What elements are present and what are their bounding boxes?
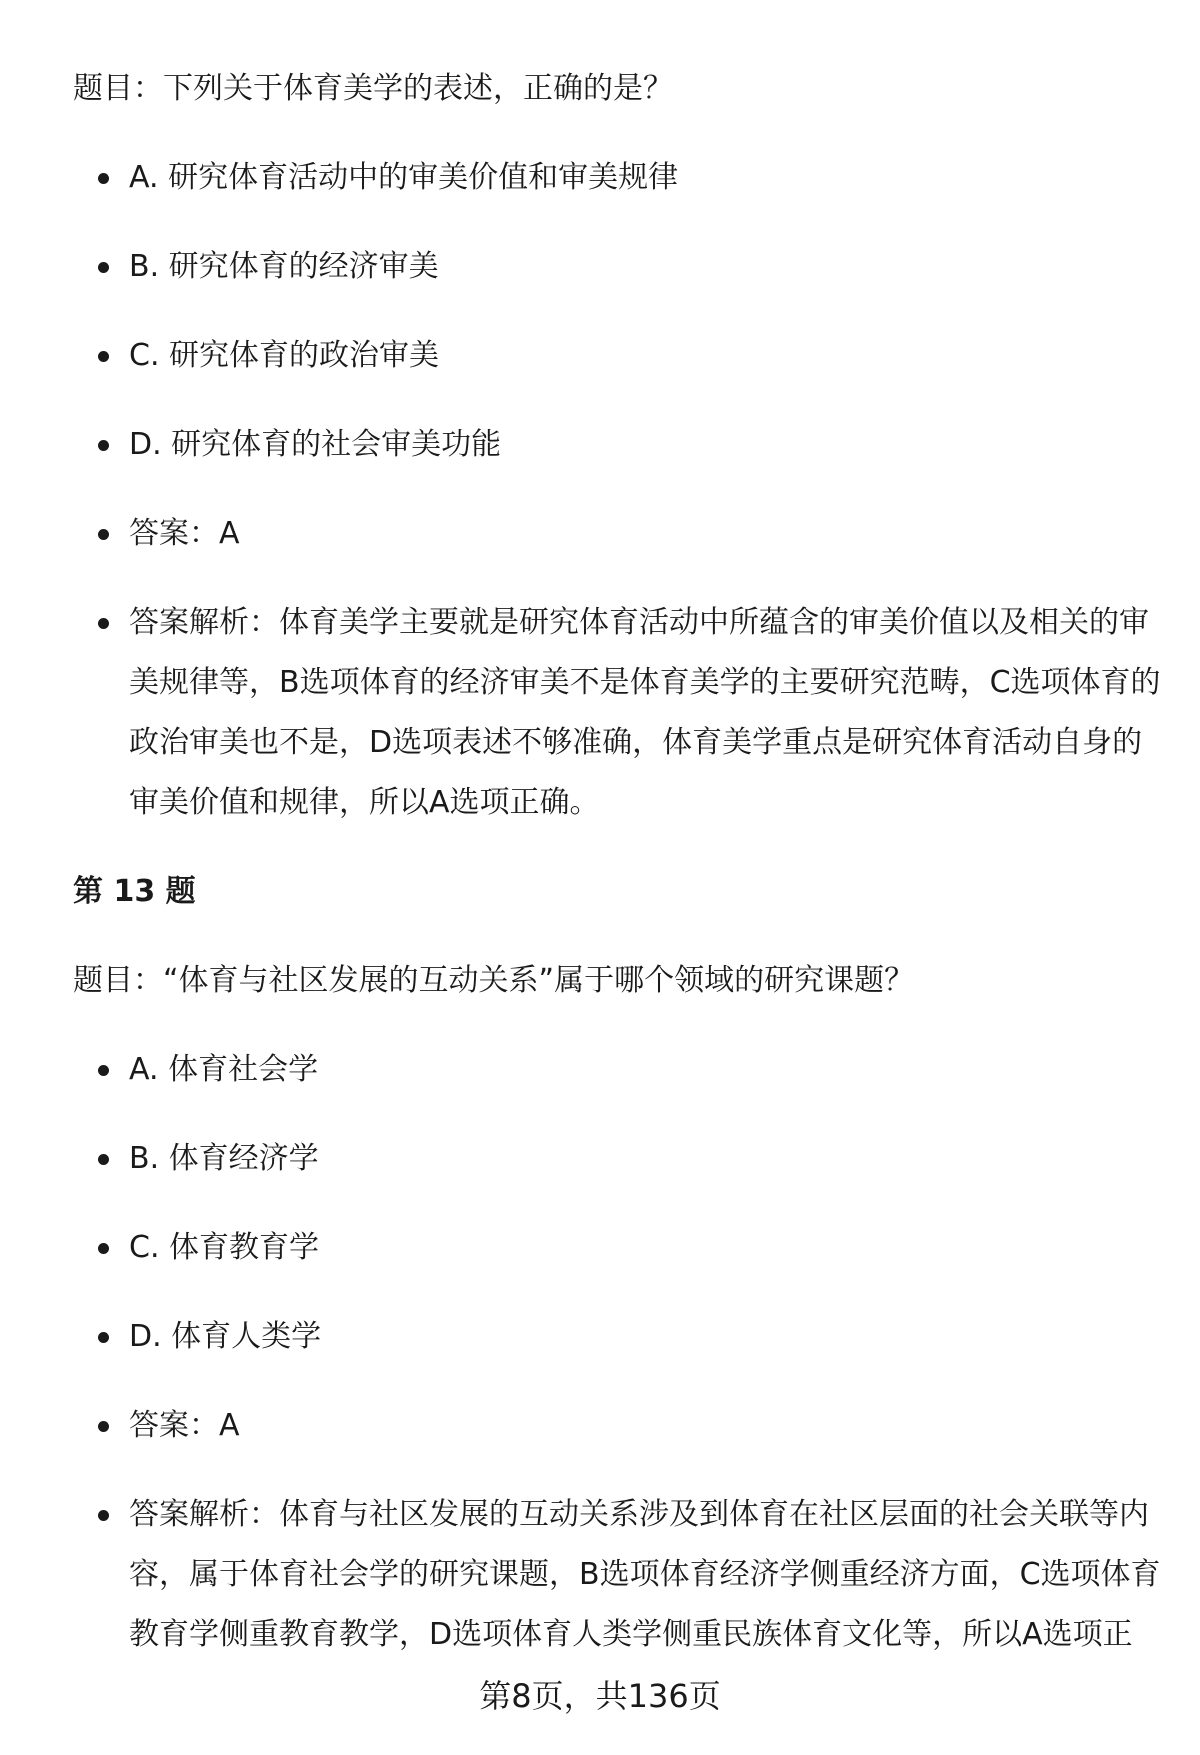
option-text: C. 体育教育学 bbox=[129, 1230, 320, 1265]
explanation-item bbox=[98, 1555, 1161, 1595]
option-text: D. 研究体育的社会审美功能 bbox=[129, 427, 502, 462]
explanation-item bbox=[98, 1615, 1158, 1655]
bullet-icon bbox=[98, 1332, 109, 1343]
answer-text: 答案：A bbox=[129, 1408, 240, 1443]
option-item bbox=[98, 1228, 1158, 1268]
bullet-icon bbox=[98, 351, 109, 362]
explanation-item bbox=[98, 603, 1158, 643]
option-item bbox=[98, 425, 1158, 465]
bullet-icon bbox=[98, 1510, 109, 1521]
bullet-icon bbox=[98, 440, 109, 451]
explanation-line: 容，属于体育社会学的研究课题，B选项体育经济学侧重经济方面，C选项体育 bbox=[129, 1557, 1161, 1592]
option-text: B. 体育经济学 bbox=[129, 1141, 319, 1176]
bullet-icon bbox=[98, 262, 109, 273]
option-text: A. 研究体育活动中的审美价值和审美规律 bbox=[129, 160, 679, 195]
explanation-item bbox=[98, 783, 1158, 823]
explanation-item bbox=[98, 723, 1158, 763]
explanation-line: 答案解析：体育与社区发展的互动关系涉及到体育在社区层面的社会关联等内 bbox=[129, 1497, 1149, 1532]
option-text: B. 研究体育的经济审美 bbox=[129, 249, 439, 284]
option-item bbox=[98, 247, 1158, 287]
option-item bbox=[98, 336, 1158, 376]
answer-text: 答案：A bbox=[129, 516, 240, 551]
bullet-icon bbox=[98, 1421, 109, 1432]
question-text: 题目：下列关于体育美学的表述，正确的是？ bbox=[73, 71, 673, 106]
answer-item bbox=[98, 514, 1158, 554]
bullet-icon bbox=[98, 1243, 109, 1254]
explanation-item bbox=[98, 663, 1161, 703]
option-item bbox=[98, 1317, 1158, 1357]
explanation-item bbox=[98, 1495, 1158, 1535]
explanation-line: 教育学侧重教育教学，D选项体育人类学侧重民族体育文化等，所以A选项正 bbox=[129, 1617, 1133, 1652]
bullet-icon bbox=[98, 173, 109, 184]
option-item bbox=[98, 1050, 1158, 1090]
option-item bbox=[98, 1139, 1158, 1179]
option-text: C. 研究体育的政治审美 bbox=[129, 338, 440, 373]
bullet-icon bbox=[98, 1154, 109, 1165]
answer-item bbox=[98, 1406, 1158, 1446]
option-item bbox=[98, 158, 1158, 198]
bullet-icon bbox=[98, 618, 109, 629]
explanation-line: 答案解析：体育美学主要就是研究体育活动中所蕴含的审美价值以及相关的审 bbox=[129, 605, 1149, 640]
explanation-line: 审美价值和规律，所以A选项正确。 bbox=[129, 785, 600, 820]
bullet-icon bbox=[98, 529, 109, 540]
explanation-line: 美规律等，B选项体育的经济审美不是体育美学的主要研究范畴，C选项体育的 bbox=[129, 665, 1161, 700]
option-text: A. 体育社会学 bbox=[129, 1052, 319, 1087]
bullet-icon bbox=[98, 1065, 109, 1076]
page-number: 第8页，共136页 bbox=[479, 1677, 721, 1715]
explanation-line: 政治审美也不是，D选项表述不够准确，体育美学重点是研究体育活动自身的 bbox=[129, 725, 1143, 760]
question-heading: 第 13 题 bbox=[73, 874, 196, 909]
option-text: D. 体育人类学 bbox=[129, 1319, 322, 1354]
question-text: 题目：“体育与社区发展的互动关系”属于哪个领域的研究课题？ bbox=[73, 963, 915, 998]
